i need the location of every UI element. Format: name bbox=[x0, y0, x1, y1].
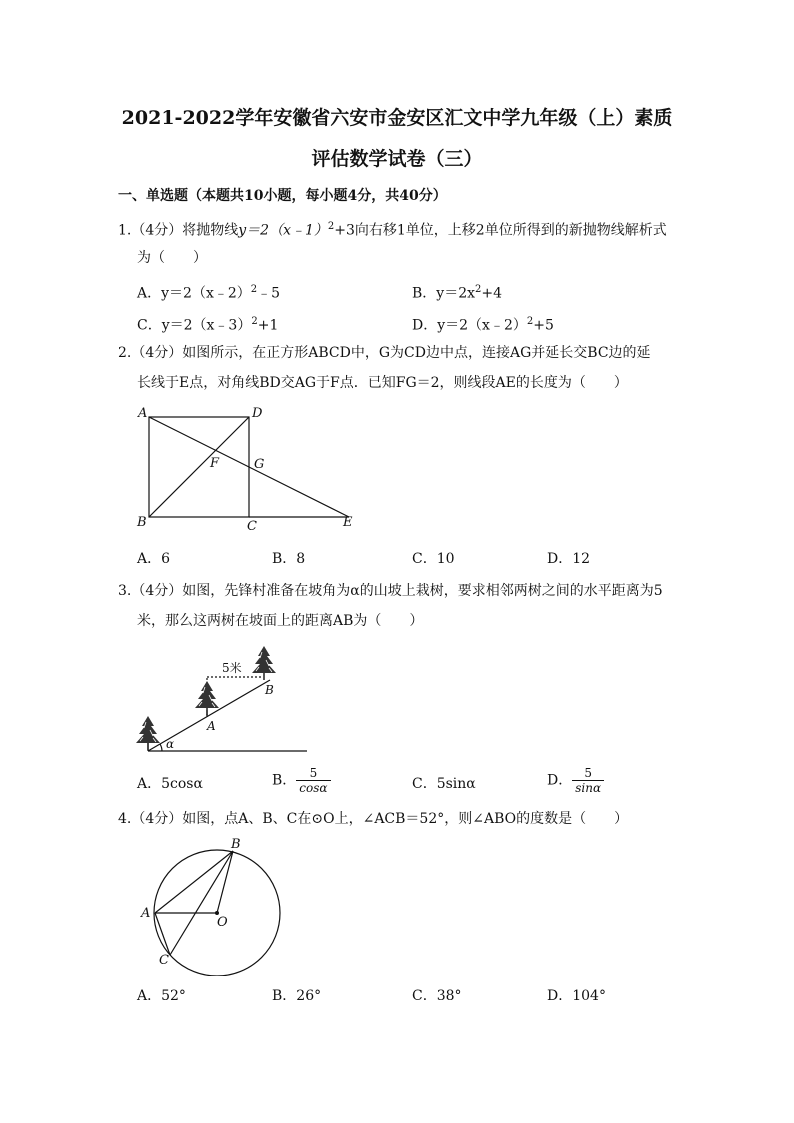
q3-option-d bbox=[547, 766, 604, 795]
section-heading: 一、单选题（本题共10小题，每小题4分，共40分） bbox=[118, 188, 447, 204]
q4-label-o: O bbox=[217, 915, 228, 930]
q1-option-a-sup: 2 bbox=[250, 284, 258, 295]
q3-line1: 3.（4分）如图，先锋村准备在坡角为α的山坡上栽树，要求相邻两树之间的水平距离为5 bbox=[118, 583, 663, 599]
diagonal-bd bbox=[149, 417, 249, 517]
q1-option-d bbox=[412, 312, 554, 336]
q4-option-a: A．52° bbox=[137, 988, 186, 1004]
q1-option-b-label: B． bbox=[412, 285, 437, 302]
q3-option-c: C．5sinα bbox=[412, 776, 476, 792]
q1-option-c-post: +1 bbox=[257, 317, 279, 334]
q3-label-distance: 5米 bbox=[222, 661, 242, 675]
tree-icon-left bbox=[136, 716, 160, 750]
q4-label-a: A bbox=[141, 906, 151, 921]
q3-option-a: A．5cosα bbox=[137, 776, 203, 792]
q2-label-g: G bbox=[254, 457, 265, 472]
q1-option-b-post: +4 bbox=[481, 285, 503, 302]
q2-option-c: C．10 bbox=[412, 551, 455, 567]
q1-option-a-pre: y＝2（x﹣2） bbox=[161, 285, 251, 302]
q2-line1: 2.（4分）如图所示，在正方形ABCD中，G为CD边中点，连接AG并延长交BC边的延 bbox=[118, 345, 651, 361]
q4-circle-figure bbox=[135, 836, 295, 976]
q1-option-c-pre: y＝2（x﹣3） bbox=[161, 317, 252, 334]
q1-option-a-post: ﹣5 bbox=[257, 285, 281, 302]
q2-label-a: A bbox=[138, 406, 148, 421]
q2-label-e: E bbox=[343, 515, 353, 530]
q1-option-a bbox=[137, 280, 280, 304]
q1-option-d-label: D． bbox=[412, 317, 438, 334]
q1-option-d-sup: 2 bbox=[526, 316, 534, 327]
q3-label-b: B bbox=[265, 683, 274, 697]
tree-icon-a bbox=[195, 681, 219, 715]
alpha-arc bbox=[160, 744, 162, 751]
q4-option-c: C．38° bbox=[412, 988, 462, 1004]
q2-label-d: D bbox=[252, 406, 263, 421]
q1-option-b-pre: y＝2x bbox=[436, 285, 476, 302]
q3-option-b-label: B． bbox=[272, 772, 297, 789]
q3-option-d-numerator: 5 bbox=[572, 766, 604, 781]
exam-title-line2: 评估数学试卷（三） bbox=[311, 148, 483, 170]
q1-text-pre: 1.（4分）将抛物线 bbox=[118, 222, 239, 239]
q1-equation: y＝2（x﹣1） bbox=[238, 222, 328, 239]
q1-line1 bbox=[118, 217, 667, 241]
q4-label-b: B bbox=[231, 837, 241, 852]
q2-option-d: D．12 bbox=[547, 551, 591, 567]
q1-exponent: 2 bbox=[327, 221, 335, 232]
q3-option-d-fraction bbox=[572, 766, 604, 795]
q4-option-b: B．26° bbox=[272, 988, 322, 1004]
q1-option-d-post: +5 bbox=[533, 317, 554, 334]
q3-line2: 米，那么这两树在坡面上的距离AB为（ ） bbox=[137, 613, 424, 629]
q2-label-c: C bbox=[247, 519, 257, 534]
q1-option-b bbox=[412, 280, 502, 304]
q1-text-post: +3向右移1单位，上移2单位所得到的新抛物线解析式 bbox=[334, 222, 667, 239]
tree-icon-b bbox=[252, 646, 276, 680]
q3-option-b-denominator: cosα bbox=[299, 781, 328, 795]
q2-line2: 长线于E点，对角线BD交AG于F点．已知FG＝2，则线段AE的长度为（ ） bbox=[137, 375, 628, 391]
q1-option-c-sup: 2 bbox=[251, 316, 258, 327]
q1-option-b-sup: 2 bbox=[475, 284, 482, 295]
q1-line2: 为（ ） bbox=[137, 250, 207, 266]
q2-option-a: A．6 bbox=[137, 551, 171, 567]
q3-option-d-denominator: sinα bbox=[575, 781, 602, 795]
q3-option-b-fraction bbox=[296, 766, 330, 795]
q3-option-b bbox=[272, 766, 331, 795]
q3-option-d-label: D． bbox=[547, 772, 573, 789]
exam-title-line1: 2021-2022学年安徽省六安市金安区汇文中学九年级（上）素质 bbox=[121, 107, 673, 129]
q3-label-alpha: α bbox=[166, 737, 175, 751]
q1-option-c-label: C． bbox=[137, 317, 162, 334]
q3-option-b-numerator: 5 bbox=[296, 766, 330, 781]
q2-label-f: F bbox=[210, 456, 220, 471]
segment-cb bbox=[170, 851, 233, 955]
segment-ob bbox=[217, 851, 233, 913]
q1-option-d-pre: y＝2（x﹣2） bbox=[437, 317, 527, 334]
q4-label-c: C bbox=[159, 953, 169, 968]
q3-label-a: A bbox=[207, 719, 216, 733]
q2-label-b: B bbox=[137, 515, 147, 530]
q1-option-c bbox=[137, 312, 278, 336]
q4-option-d: D．104° bbox=[547, 988, 606, 1004]
q1-option-a-label: A． bbox=[137, 285, 162, 302]
q2-square-figure bbox=[130, 402, 370, 542]
q4-line1: 4.（4分）如图，点A、B、C在⊙O上，∠ACB＝52°，则∠ABO的度数是（ ） bbox=[118, 811, 629, 827]
q2-option-b: B．8 bbox=[272, 551, 306, 567]
q3-slope-figure bbox=[130, 640, 315, 760]
segment-ab bbox=[155, 851, 233, 913]
